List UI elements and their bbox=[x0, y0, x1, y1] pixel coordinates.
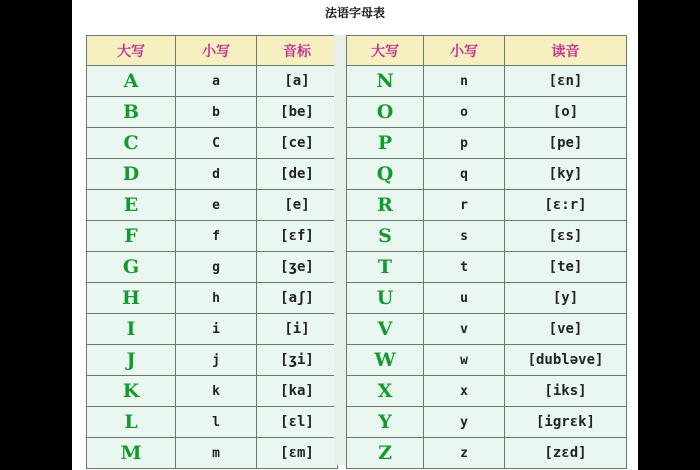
table-header-row bbox=[347, 36, 627, 66]
table-header-row bbox=[87, 36, 338, 66]
uppercase-cell: P bbox=[347, 128, 424, 159]
table-row bbox=[347, 221, 627, 252]
alphabet-table-left bbox=[86, 35, 338, 469]
header-lowercase: 小写 bbox=[424, 36, 505, 66]
table-row bbox=[87, 438, 338, 469]
table-row bbox=[347, 252, 627, 283]
lowercase-cell: d bbox=[176, 159, 257, 190]
uppercase-cell: Q bbox=[347, 159, 424, 190]
lowercase-cell: p bbox=[424, 128, 505, 159]
lowercase-cell: k bbox=[176, 376, 257, 407]
lowercase-cell: o bbox=[424, 97, 505, 128]
phonetic-cell: [igrɛk] bbox=[505, 407, 627, 438]
table-row bbox=[347, 314, 627, 345]
uppercase-cell: E bbox=[87, 190, 176, 221]
alphabet-table-right bbox=[346, 35, 627, 469]
phonetic-cell: [a] bbox=[257, 66, 338, 97]
uppercase-cell: H bbox=[87, 283, 176, 314]
phonetic-cell: [ɛ:r] bbox=[505, 190, 627, 221]
uppercase-cell: A bbox=[87, 66, 176, 97]
table-row bbox=[347, 283, 627, 314]
uppercase-cell: Z bbox=[347, 438, 424, 469]
phonetic-cell: [dubləve] bbox=[505, 345, 627, 376]
table-row bbox=[347, 345, 627, 376]
uppercase-cell: Y bbox=[347, 407, 424, 438]
phonetic-cell: [i] bbox=[257, 314, 338, 345]
phonetic-cell: [ʒi] bbox=[257, 345, 338, 376]
phonetic-cell: [zɛd] bbox=[505, 438, 627, 469]
document-page bbox=[72, 0, 638, 470]
table-row bbox=[87, 345, 338, 376]
uppercase-cell: I bbox=[87, 314, 176, 345]
lowercase-cell: b bbox=[176, 97, 257, 128]
phonetic-cell: [ky] bbox=[505, 159, 627, 190]
phonetic-cell: [e] bbox=[257, 190, 338, 221]
lowercase-cell: f bbox=[176, 221, 257, 252]
table-row bbox=[87, 314, 338, 345]
header-phonetic: 音标 bbox=[257, 36, 338, 66]
header-pronunciation: 读音 bbox=[505, 36, 627, 66]
header-uppercase: 大写 bbox=[87, 36, 176, 66]
phonetic-cell: [pe] bbox=[505, 128, 627, 159]
phonetic-cell: [te] bbox=[505, 252, 627, 283]
uppercase-cell: F bbox=[87, 221, 176, 252]
table-row bbox=[347, 159, 627, 190]
uppercase-cell: K bbox=[87, 376, 176, 407]
lowercase-cell: x bbox=[424, 376, 505, 407]
phonetic-cell: [o] bbox=[505, 97, 627, 128]
uppercase-cell: B bbox=[87, 97, 176, 128]
table-row bbox=[347, 438, 627, 469]
phonetic-cell: [ɛl] bbox=[257, 407, 338, 438]
uppercase-cell: R bbox=[347, 190, 424, 221]
phonetic-cell: [y] bbox=[505, 283, 627, 314]
uppercase-cell: O bbox=[347, 97, 424, 128]
lowercase-cell: y bbox=[424, 407, 505, 438]
lowercase-cell: m bbox=[176, 438, 257, 469]
uppercase-cell: D bbox=[87, 159, 176, 190]
uppercase-cell: X bbox=[347, 376, 424, 407]
phonetic-cell: [ɛf] bbox=[257, 221, 338, 252]
phonetic-cell: [ve] bbox=[505, 314, 627, 345]
table-row bbox=[347, 407, 627, 438]
table-row bbox=[87, 128, 338, 159]
table-row bbox=[87, 283, 338, 314]
table-row bbox=[347, 128, 627, 159]
table-row bbox=[87, 376, 338, 407]
lowercase-cell: g bbox=[176, 252, 257, 283]
lowercase-cell: e bbox=[176, 190, 257, 221]
lowercase-cell: u bbox=[424, 283, 505, 314]
uppercase-cell: T bbox=[347, 252, 424, 283]
lowercase-cell: z bbox=[424, 438, 505, 469]
phonetic-cell: [aʃ] bbox=[257, 283, 338, 314]
lowercase-cell: s bbox=[424, 221, 505, 252]
lowercase-cell: v bbox=[424, 314, 505, 345]
uppercase-cell: V bbox=[347, 314, 424, 345]
lowercase-cell: l bbox=[176, 407, 257, 438]
table-row bbox=[87, 159, 338, 190]
table-row bbox=[87, 252, 338, 283]
uppercase-cell: G bbox=[87, 252, 176, 283]
phonetic-cell: [ka] bbox=[257, 376, 338, 407]
table-row bbox=[87, 66, 338, 97]
phonetic-cell: [ɛs] bbox=[505, 221, 627, 252]
table-row bbox=[87, 221, 338, 252]
table-row bbox=[347, 190, 627, 221]
phonetic-cell: [ɛm] bbox=[257, 438, 338, 469]
table-row bbox=[347, 66, 627, 97]
header-lowercase: 小写 bbox=[176, 36, 257, 66]
uppercase-cell: J bbox=[87, 345, 176, 376]
lowercase-cell: w bbox=[424, 345, 505, 376]
uppercase-cell: S bbox=[347, 221, 424, 252]
table-row bbox=[87, 190, 338, 221]
lowercase-cell: h bbox=[176, 283, 257, 314]
table-row bbox=[347, 97, 627, 128]
uppercase-cell: L bbox=[87, 407, 176, 438]
phonetic-cell: [ʒe] bbox=[257, 252, 338, 283]
table-gap bbox=[334, 35, 346, 465]
lowercase-cell: C bbox=[176, 128, 257, 159]
phonetic-cell: [be] bbox=[257, 97, 338, 128]
phonetic-cell: [de] bbox=[257, 159, 338, 190]
lowercase-cell: q bbox=[424, 159, 505, 190]
lowercase-cell: i bbox=[176, 314, 257, 345]
page-title: 法语字母表 bbox=[324, 6, 385, 20]
table-row bbox=[347, 376, 627, 407]
lowercase-cell: a bbox=[176, 66, 257, 97]
uppercase-cell: M bbox=[87, 438, 176, 469]
lowercase-cell: j bbox=[176, 345, 257, 376]
lowercase-cell: n bbox=[424, 66, 505, 97]
table-row bbox=[87, 407, 338, 438]
header-uppercase: 大写 bbox=[347, 36, 424, 66]
lowercase-cell: t bbox=[424, 252, 505, 283]
uppercase-cell: U bbox=[347, 283, 424, 314]
lowercase-cell: r bbox=[424, 190, 505, 221]
table-row bbox=[87, 97, 338, 128]
phonetic-cell: [ɛn] bbox=[505, 66, 627, 97]
phonetic-cell: [iks] bbox=[505, 376, 627, 407]
phonetic-cell: [ce] bbox=[257, 128, 338, 159]
uppercase-cell: C bbox=[87, 128, 176, 159]
uppercase-cell: N bbox=[347, 66, 424, 97]
uppercase-cell: W bbox=[347, 345, 424, 376]
